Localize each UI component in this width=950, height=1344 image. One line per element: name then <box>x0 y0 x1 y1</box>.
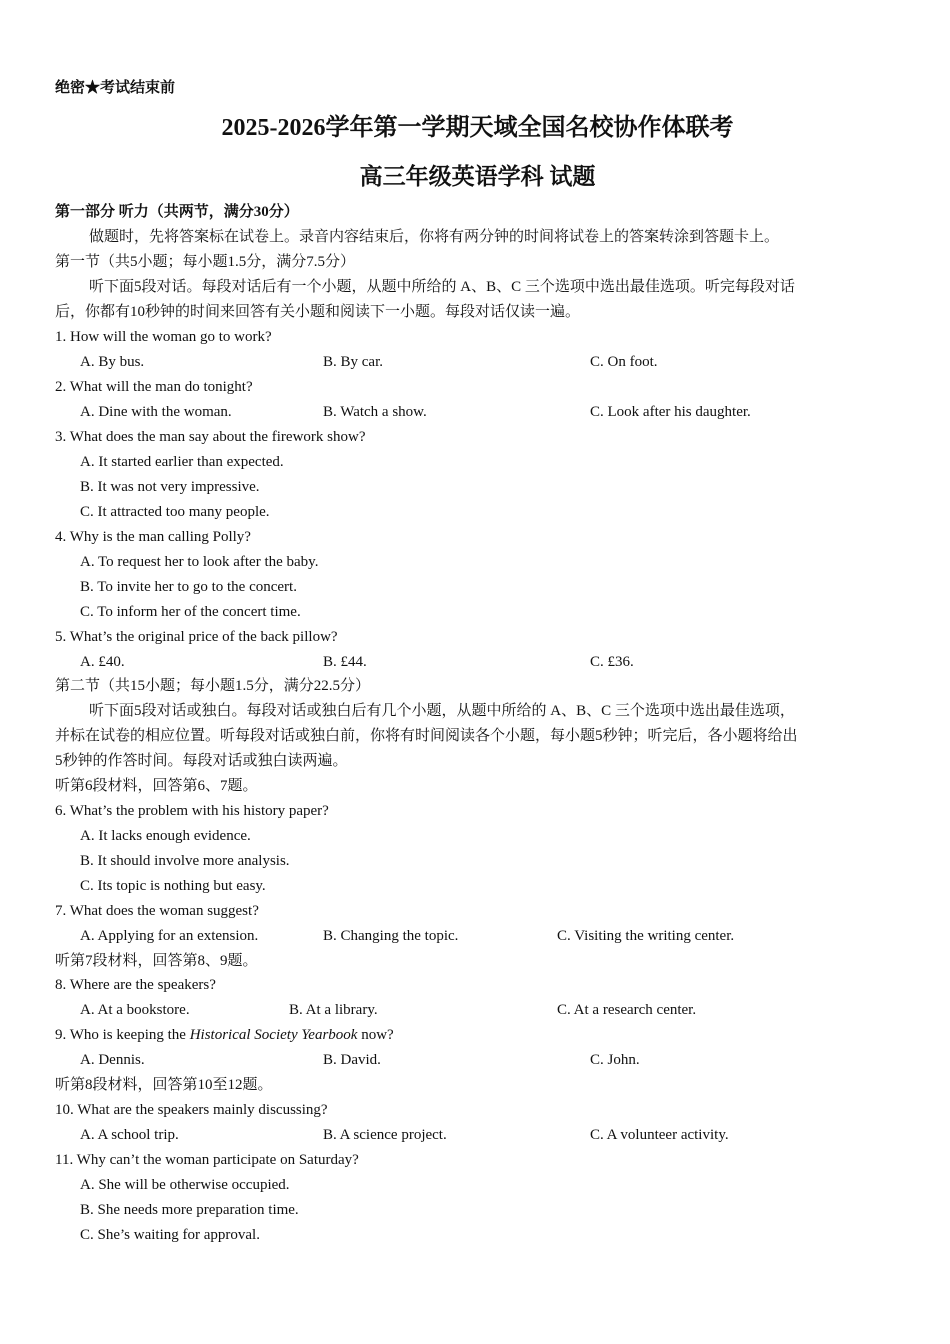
question-7-option-b: B. Changing the topic. <box>323 928 459 944</box>
part1-heading: 第一部分 听力（共两节，满分30分） <box>55 204 299 220</box>
part1-instruction: 做题时，先将答案标在试卷上。录音内容结束后，你将有两分钟的时间将试卷上的答案转涂到答题卡上。 <box>89 229 780 245</box>
question-1-option-b: B. By car. <box>323 354 383 370</box>
question-11-option-a: A. She will be otherwise occupied. <box>80 1177 290 1193</box>
question-1-option-c: C. On foot. <box>590 354 658 370</box>
question-11-stem: 11. Why can’t the woman participate on Saturday? <box>55 1152 359 1168</box>
material-7-note: 听第7段材料，回答第8、9题。 <box>55 953 258 969</box>
question-9-stem-end: now? <box>357 1027 394 1043</box>
section1-heading: 第一节（共5小题；每小题1.5分，满分7.5分） <box>55 254 356 270</box>
question-4-option-c: C. To inform her of the concert time. <box>80 604 301 620</box>
question-3-option-c: C. It attracted too many people. <box>80 504 270 520</box>
question-10-option-a: A. A school trip. <box>80 1127 179 1143</box>
section2-heading: 第二节（共15小题；每小题1.5分，满分22.5分） <box>55 678 371 694</box>
question-5-stem: 5. What’s the original price of the back pillow? <box>55 629 338 645</box>
section1-instruction-line2: 后，你都有10秒钟的时间来回答有关小题和阅读下一小题。每段对话仅读一遍。 <box>55 304 581 320</box>
question-8-stem: 8. Where are the speakers? <box>55 977 216 993</box>
question-10-stem: 10. What are the speakers mainly discussing? <box>55 1102 328 1118</box>
section2-instruction-line3: 5秒钟的作答时间。每段对话或独白读两遍。 <box>55 753 348 769</box>
question-6-option-b: B. It should involve more analysis. <box>80 853 290 869</box>
question-1-stem: 1. How will the woman go to work? <box>55 329 272 345</box>
question-1-option-a: A. By bus. <box>80 354 145 370</box>
question-9-stem <box>55 1025 394 1045</box>
question-4-option-a: A. To request her to look after the baby. <box>80 554 319 570</box>
question-7-option-c: C. Visiting the writing center. <box>557 928 735 944</box>
question-5-option-b: B. £44. <box>323 654 367 670</box>
question-5-option-a: A. £40. <box>80 654 125 670</box>
section2-instruction-line1: 听下面5段对话或独白。每段对话或独白后有几个小题，从题中所给的 A、B、C 三个选项中选出最佳选项， <box>89 703 795 719</box>
exam-title: 2025-2026学年第一学期天域全国名校协作体联考 <box>221 115 734 141</box>
question-11-option-c: C. She’s waiting for approval. <box>80 1227 260 1243</box>
question-7-option-a: A. Applying for an extension. <box>80 928 259 944</box>
question-6-option-c: C. Its topic is nothing but easy. <box>80 878 266 894</box>
question-3-option-b: B. It was not very impressive. <box>80 479 260 495</box>
section1-instruction-line1: 听下面5段对话。每段对话后有一个小题，从题中所给的 A、B、C 三个选项中选出最佳选项。听完每段对话 <box>89 279 795 295</box>
question-4-option-b: B. To invite her to go to the concert. <box>80 579 297 595</box>
question-8-option-a: A. At a bookstore. <box>80 1002 190 1018</box>
question-9-option-c: C. John. <box>590 1052 640 1068</box>
question-9-option-a: A. Dennis. <box>80 1052 145 1068</box>
yearbook-title: Historical Society Yearbook <box>189 1027 358 1043</box>
question-7-stem: 7. What does the woman suggest? <box>55 903 259 919</box>
question-5-option-c: C. £36. <box>590 654 634 670</box>
question-2-option-c: C. Look after his daughter. <box>590 404 751 420</box>
question-9-stem-start: 9. Who is keeping the <box>55 1027 190 1043</box>
question-8-option-c: C. At a research center. <box>557 1002 697 1018</box>
question-2-option-a: A. Dine with the woman. <box>80 404 232 420</box>
exam-subtitle: 高三年级英语学科 试题 <box>359 164 596 189</box>
section2-instruction-line2: 并标在试卷的相应位置。听每段对话或独白前，你将有时间阅读各个小题，每小题5秒钟；听完后，各小题将给出 <box>55 728 798 744</box>
question-8-option-b: B. At a library. <box>289 1002 378 1018</box>
question-4-stem: 4. Why is the man calling Polly? <box>55 529 251 545</box>
question-9-option-b: B. David. <box>323 1052 381 1068</box>
question-10-option-c: C. A volunteer activity. <box>590 1127 729 1143</box>
question-2-option-b: B. Watch a show. <box>323 404 427 420</box>
question-6-option-a: A. It lacks enough evidence. <box>80 828 251 844</box>
question-6-stem: 6. What’s the problem with his history paper? <box>55 803 329 819</box>
material-8-note: 听第8段材料，回答第10至12题。 <box>55 1077 273 1093</box>
question-3-option-a: A. It started earlier than expected. <box>80 454 284 470</box>
question-11-option-b: B. She needs more preparation time. <box>80 1202 299 1218</box>
confidential-mark: 绝密★考试结束前 <box>55 80 176 96</box>
question-2-stem: 2. What will the man do tonight? <box>55 379 253 395</box>
question-3-stem: 3. What does the man say about the firework show? <box>55 429 366 445</box>
material-6-note: 听第6段材料，回答第6、7题。 <box>55 778 258 794</box>
question-10-option-b: B. A science project. <box>323 1127 447 1143</box>
